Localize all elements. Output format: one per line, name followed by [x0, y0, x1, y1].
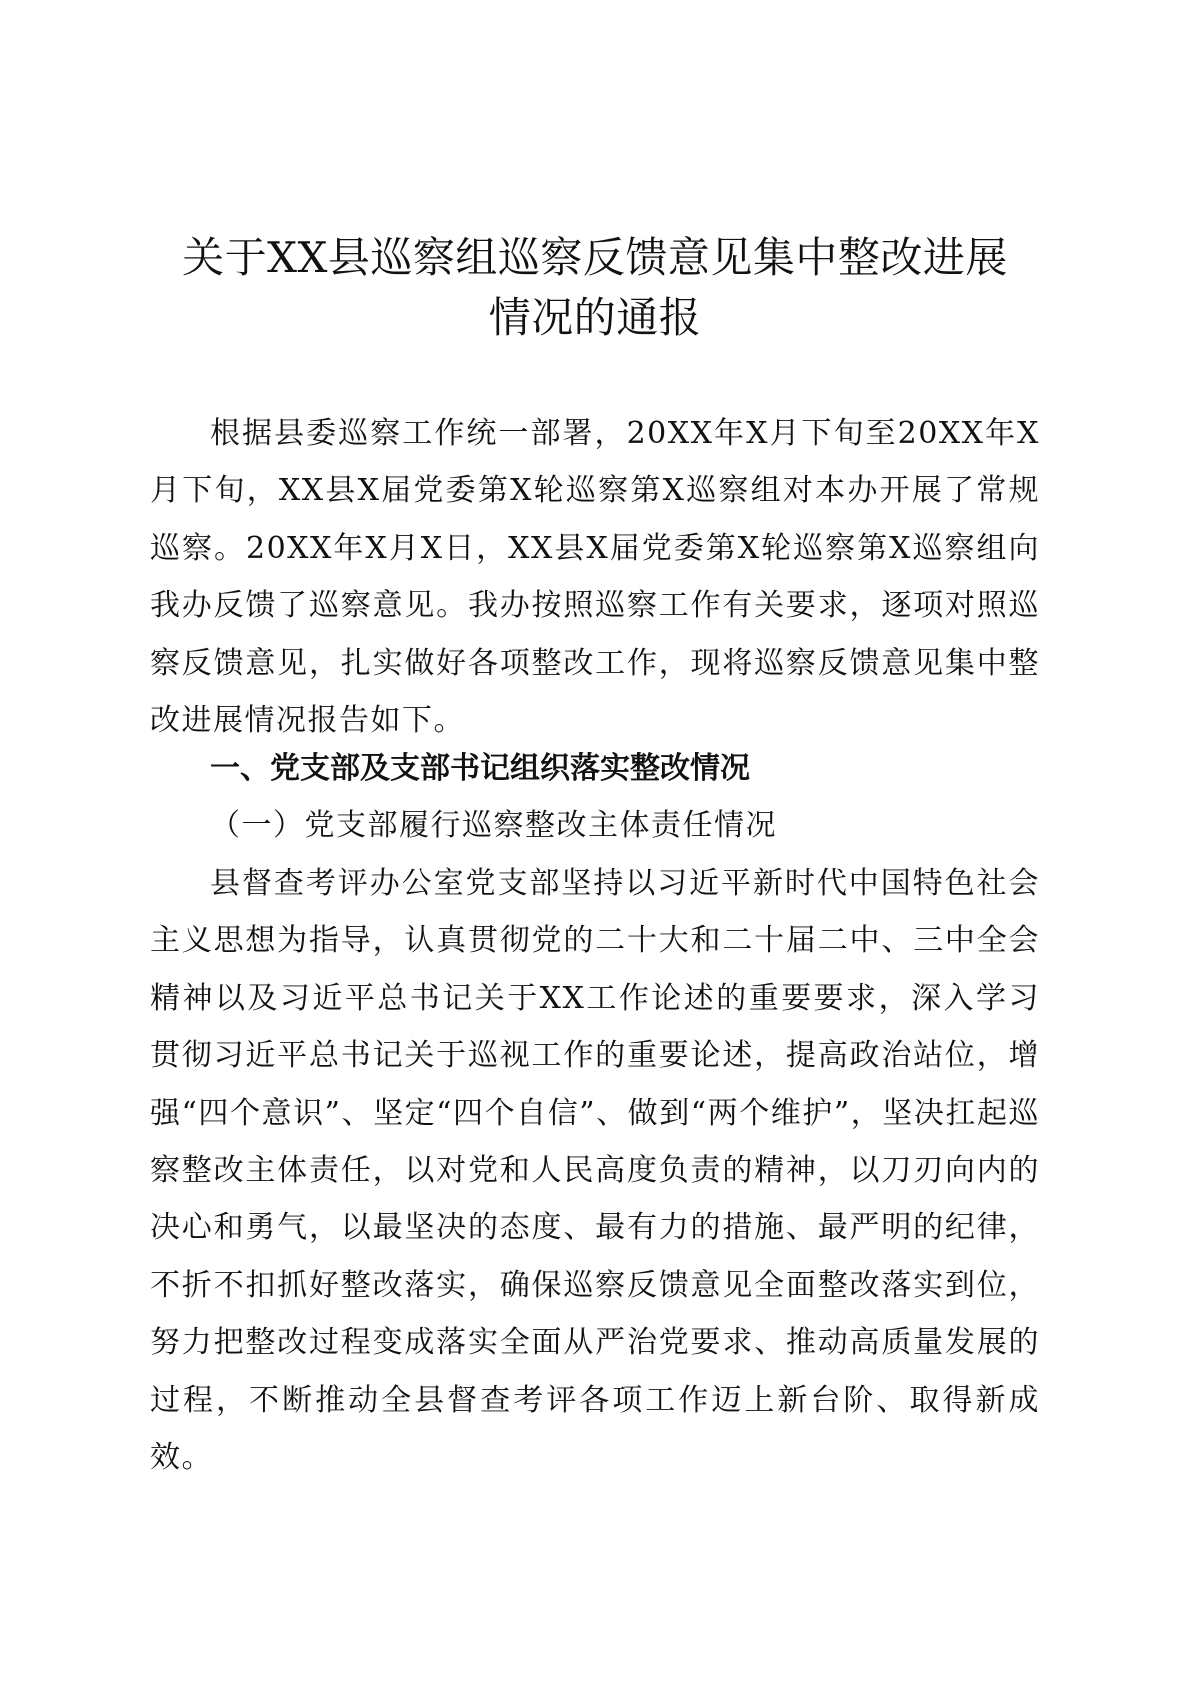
section-heading: 一、党支部及支部书记组织落实整改情况 — [210, 751, 750, 786]
document-title — [140, 228, 1050, 348]
document-title-line-2: 情况的通报 — [488, 293, 702, 342]
document-title-line-1: 关于XX县巡察组巡察反馈意见集中整改进展 — [182, 233, 1008, 282]
intro-paragraph: 根据县委巡察工作统一部署，20XX年X月下旬至20XX年X月下旬，XX县X届党委第X轮巡察第X巡察组对本办开展了常规巡察。20XX年X月X日，XX县X届党委第X轮巡察第X巡察组向我办反馈了巡察意见。我办按照巡察工作有关要求，逐项对照巡察反馈意见，扎实做好各项整改工作，现将巡察反馈意见集中整改进展情况报告如下。 — [150, 416, 1040, 739]
body-paragraph: 县督查考评办公室党支部坚持以习近平新时代中国特色社会主义思想为指导，认真贯彻党的二十大和二十届二中、三中全会精神以及习近平总书记关于XX工作论述的重要要求，深入学习贯彻习近平总书记关于巡视工作的重要论述，提高政治站位，增强“四个意识”、坚定“四个自信”、做到“两个维护”，坚决扛起巡察整改主体责任，以对党和人民高度负责的精神，以刀刃向内的决心和勇气，以最坚决的态度、最有力的措施、最严明的纪律，不折不扣抓好整改落实，确保巡察反馈意见全面整改落实到位，努力把整改过程变成落实全面从严治党要求、推动高质量发展的过程，不断推动全县督查考评各项工作迈上新台阶、取得新成效。 — [150, 866, 1040, 1476]
subsection-heading: （一）党支部履行巡察整改主体责任情况 — [210, 808, 777, 843]
